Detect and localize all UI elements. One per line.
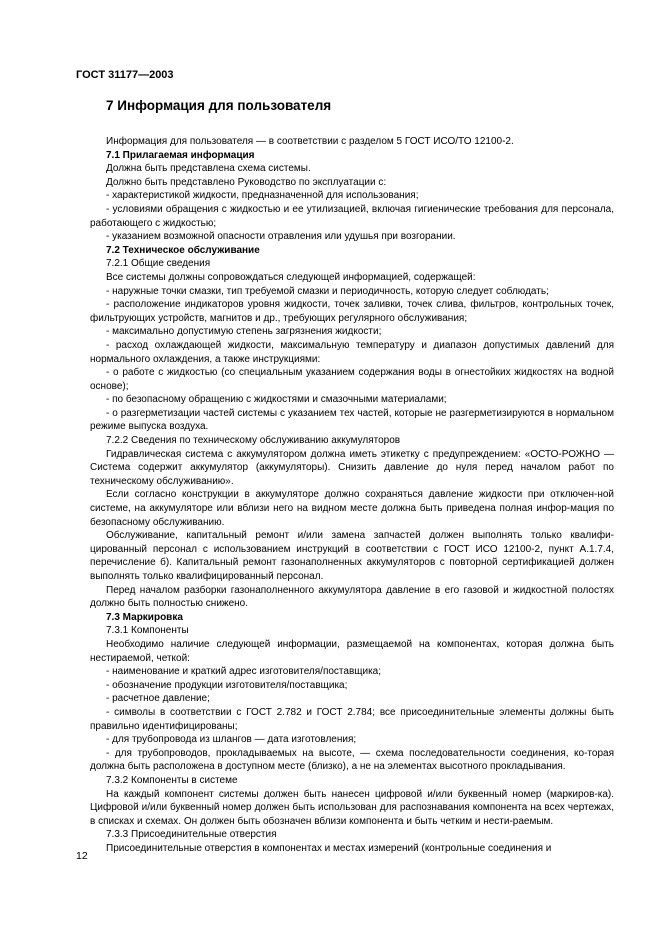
paragraph: Присоединительные отверстия в компонентах и местах измерений (контрольные соединения и	[106, 842, 552, 854]
document-header: ГОСТ 31177—2003	[76, 69, 174, 81]
list-item: - расположение индикаторов уровня жидкости, точек заливки, точек слива, фильтров, контрольных точек, фильтрующих устройств, магнитов и др., требующих регулярного обслуживания;	[90, 299, 614, 324]
list-item: - о работе с жидкостью (со специальным указанием содержания воды в огнестойких жидкостях на водной основе);	[90, 367, 614, 392]
list-item: - для трубопроводов, прокладываемых на высоте, — схема последовательности соединения, ко-торая должна быть расположена в доступном месте (близко), а не на элементах высотного прокладывания.	[90, 747, 614, 773]
list-item: - символы в соответствии с ГОСТ 2.782 и ГОСТ 2.784; все присоединительные элементы должны быть правильно идентифицированы;	[90, 706, 614, 732]
paragraph: Все системы должны сопровождаться следующей информацией, содержащей:	[106, 271, 476, 283]
paragraph: Необходимо наличие следующей информации, размещаемой на компонентах, которая должна быть нестираемой, четкой:	[90, 638, 614, 664]
paragraph: Если согласно конструкции в аккумуляторе должно сохраняться давление жидкости при отключен-ной системе, на аккумуляторе или вблизи него на видном месте должна быть приведена полная инфор-мация по безопасному обслуживанию.	[90, 489, 614, 528]
subsection-heading: 7.2 Техническое обслуживание	[106, 244, 260, 256]
clause-heading: 7.3.1 Компоненты	[106, 625, 189, 637]
paragraph: Гидравлическая система с аккумулятором должна иметь этикетку с предупреждением: «ОСТО-РОЖНО — Система содержит аккумулятор (аккумуляторы). Снизить давление до нуля перед началом работ по техническому обслуживанию».	[90, 448, 614, 487]
paragraph: На каждый компонент системы должен быть нанесен цифровой и/или буквенный номер (маркиров-ка). Цифровой и/или буквенный номер должен быть использован для распознавания компонента на всех чертежах, в списках и схемах. Он должен быть обозначен вблизи компонента и быть четким и нести-раемым.	[90, 788, 614, 827]
list-item: - наименование и краткий адрес изготовителя/поставщика;	[106, 666, 382, 678]
clause-heading: 7.2.1 Общие сведения	[106, 258, 211, 270]
list-item: - расход охлаждающей жидкости, максимальную температуру и диапазон допустимых давлений для нормального охлаждения, а также инструкциями:	[90, 339, 614, 365]
list-item: - по безопасному обращению с жидкостями и смазочными материалами;	[106, 394, 447, 406]
page-number: 12	[76, 850, 88, 862]
paragraph: Должна быть представлена схема системы.	[106, 163, 311, 175]
clause-heading: 7.2.2 Сведения по техническому обслуживанию аккумуляторов	[106, 435, 401, 447]
list-item: - условиями обращения с жидкостью и ее утилизацией, включая гигиенические требования для персонала, работающего с жидкостью;	[90, 203, 614, 229]
list-item: - указанием возможной опасности отравления или удушья при возгорании.	[106, 231, 456, 243]
list-item: - обозначение продукции изготовителя/поставщика;	[106, 679, 348, 691]
paragraph: Должно быть представлено Руководство по эксплуатации с:	[106, 176, 387, 188]
paragraph: Перед началом разборки газонаполненного аккумулятора давление в его газовой и жидкостной полостях должно быть полностью снижено.	[90, 584, 614, 610]
list-item: - характеристикой жидкости, предназначенной для использования;	[106, 190, 419, 202]
list-item: - о разгерметизации частей системы с указанием тех частей, которые не разгерметизируются в нормальном режиме выпуска воздуха.	[90, 407, 614, 433]
paragraph: Информация для пользователя — в соответствии с разделом 5 ГОСТ ИСО/ТО 12100-2.	[106, 136, 514, 147]
list-item: - для трубопровода из шлангов — дата изготовления;	[106, 734, 357, 746]
list-item: - наружные точки смазки, тип требуемой смазки и периодичность, которую следует соблюдать;	[106, 285, 549, 297]
clause-heading: 7.3.2 Компоненты в системе	[106, 774, 238, 786]
subsection-heading: 7.1 Прилагаемая информация	[106, 149, 255, 161]
list-item: - максимально допустимую степень загрязнения жидкости;	[106, 326, 382, 338]
document-body	[90, 128, 614, 855]
subsection-heading: 7.3 Маркировка	[106, 611, 183, 623]
paragraph: Обслуживание, капитальный ремонт и/или замена запчастей должен выполнять только квалифи-цированный персонал с использованием инструкций в соответствии с ГОСТ ИСО 12100-2, пункт А.1.7.4, перечисление б). Капитальный ремонт газонаполненных аккумуляторов с повторной сертификацией должен выполнять только квалифицированный персонал.	[90, 530, 614, 582]
clause-heading: 7.3.3 Присоединительные отверстия	[106, 829, 277, 841]
list-item: - расчетное давление;	[106, 693, 210, 705]
section-title: 7 Информация для пользователя	[106, 98, 332, 113]
